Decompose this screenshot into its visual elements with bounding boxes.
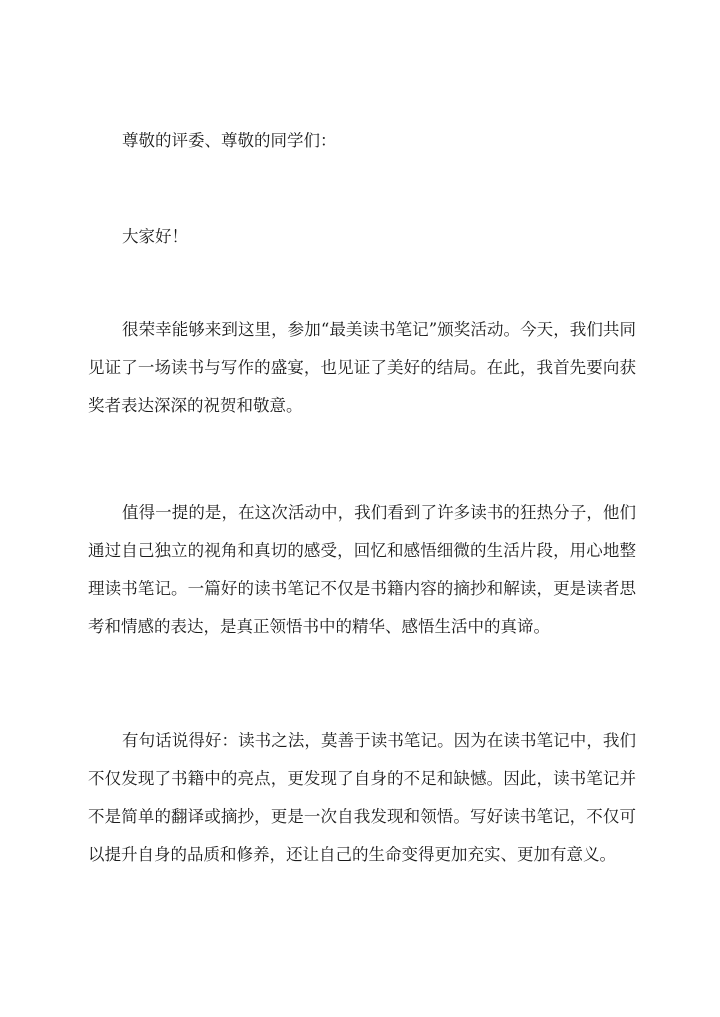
paragraph-saying: 有句话说得好：读书之法，莫善于读书笔记。因为在读书笔记中，我们不仅发现了书籍中的亮点，更发现了自身的不足和缺憾。因此，读书笔记并不是简单的翻译或摘抄，更是一次自我发现和领悟。写好读书笔记，不仅可以提升自身的品质和修养，还让自己的生命变得更加充实、更加有意义。 bbox=[88, 731, 636, 864]
paragraph-reading-notes: 值得一提的是，在这次活动中，我们看到了许多读书的狂热分子，他们通过自己独立的视角和真切的感受，回忆和感悟细微的生活片段，用心地整理读书笔记。一篇好的读书笔记不仅是书籍内容的摘抄和解读，更是读者思考和情感的表达，是真正领悟书中的精华、感悟生活中的真谛。 bbox=[88, 503, 636, 636]
paragraph-intro: 很荣幸能够来到这里，参加“最美读书笔记”颁奖活动。今天，我们共同见证了一场读书与写作的盛宴，也见证了美好的结局。在此，我首先要向获奖者表达深深的祝贺和敬意。 bbox=[88, 320, 636, 415]
greeting: 大家好！ bbox=[122, 227, 188, 246]
salutation: 尊敬的评委、尊敬的同学们： bbox=[122, 131, 337, 150]
